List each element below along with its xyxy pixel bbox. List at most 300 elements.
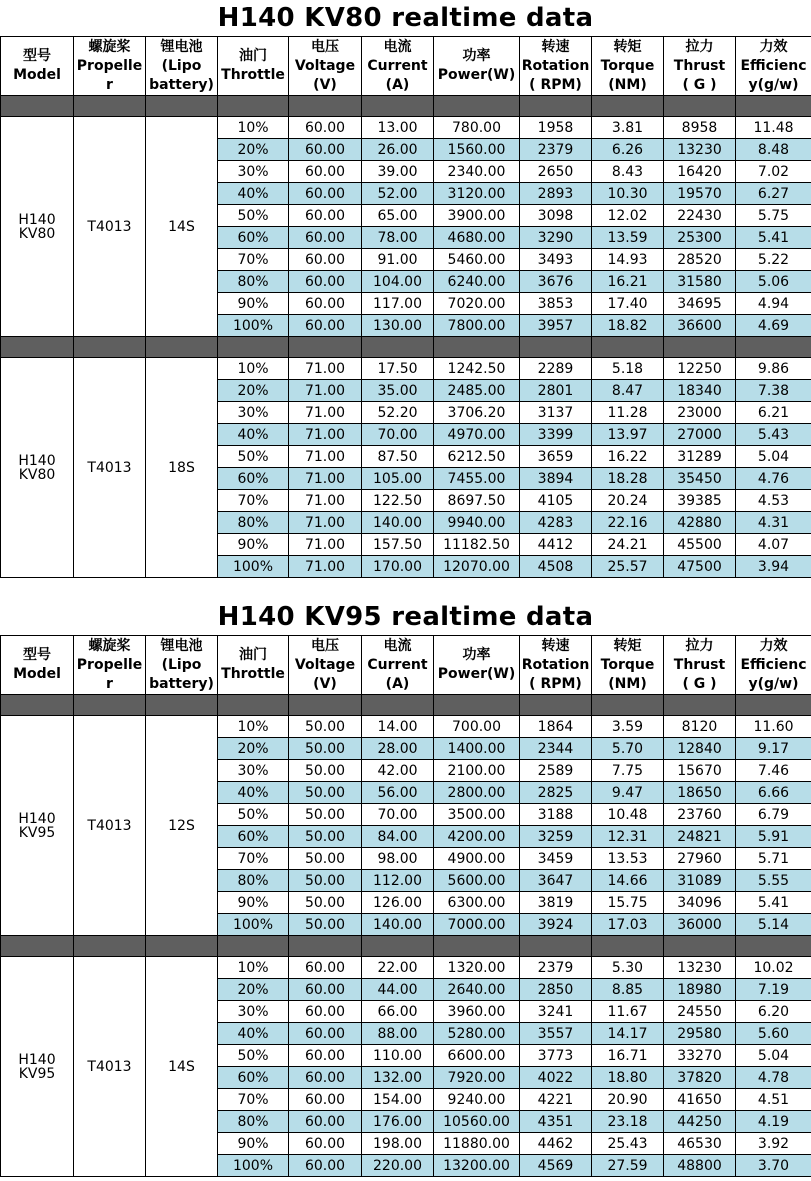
separator-cell bbox=[146, 96, 218, 117]
throttle-cell: 70% bbox=[218, 249, 289, 271]
header-power bbox=[434, 37, 520, 96]
thrust-cell: 44250 bbox=[664, 1111, 736, 1133]
torque-cell: 5.18 bbox=[592, 358, 664, 380]
torque-cell: 14.66 bbox=[592, 870, 664, 892]
header-line: 转速 bbox=[541, 38, 570, 55]
model-cell bbox=[1, 358, 74, 578]
throttle-cell: 30% bbox=[218, 161, 289, 183]
rotation-cell: 3399 bbox=[520, 424, 592, 446]
thrust-cell: 18980 bbox=[664, 979, 736, 1001]
throttle-cell: 100% bbox=[218, 914, 289, 936]
thrust-cell: 42880 bbox=[664, 512, 736, 534]
header-line: r bbox=[106, 675, 113, 692]
rotation-cell: 4221 bbox=[520, 1089, 592, 1111]
header-model bbox=[1, 37, 74, 96]
current-cell: 66.00 bbox=[362, 1001, 434, 1023]
header-line: Rotation bbox=[521, 656, 590, 673]
current-cell: 176.00 bbox=[362, 1111, 434, 1133]
separator-cell bbox=[218, 337, 289, 358]
separator-cell bbox=[289, 96, 362, 117]
throttle-cell: 40% bbox=[218, 424, 289, 446]
efficiency-cell: 5.41 bbox=[736, 227, 811, 249]
voltage-cell: 60.00 bbox=[289, 117, 362, 139]
power-cell: 2340.00 bbox=[434, 161, 520, 183]
model-cell bbox=[1, 716, 74, 936]
rotation-cell: 4462 bbox=[520, 1133, 592, 1155]
power-cell: 4680.00 bbox=[434, 227, 520, 249]
thrust-cell: 15670 bbox=[664, 760, 736, 782]
voltage-cell: 50.00 bbox=[289, 826, 362, 848]
current-cell: 70.00 bbox=[362, 804, 434, 826]
header-line: 力效 bbox=[759, 637, 788, 654]
current-cell: 157.50 bbox=[362, 534, 434, 556]
header-line: 型号 bbox=[23, 48, 51, 64]
current-cell: 91.00 bbox=[362, 249, 434, 271]
thrust-cell: 12840 bbox=[664, 738, 736, 760]
thrust-cell: 33270 bbox=[664, 1045, 736, 1067]
current-cell: 65.00 bbox=[362, 205, 434, 227]
efficiency-cell: 5.55 bbox=[736, 870, 811, 892]
separator-cell bbox=[592, 936, 664, 957]
current-cell: 78.00 bbox=[362, 227, 434, 249]
header-battery bbox=[146, 636, 218, 695]
separator-cell bbox=[218, 96, 289, 117]
header-line: battery) bbox=[149, 675, 214, 692]
separator-cell bbox=[218, 695, 289, 716]
torque-cell: 25.43 bbox=[592, 1133, 664, 1155]
voltage-cell: 71.00 bbox=[289, 446, 362, 468]
torque-cell: 5.30 bbox=[592, 957, 664, 979]
header-thrust bbox=[664, 636, 736, 695]
separator-cell bbox=[592, 695, 664, 716]
separator-row bbox=[1, 96, 811, 117]
efficiency-cell: 7.19 bbox=[736, 979, 811, 1001]
current-cell: 26.00 bbox=[362, 139, 434, 161]
voltage-cell: 71.00 bbox=[289, 358, 362, 380]
throttle-cell: 100% bbox=[218, 1155, 289, 1177]
efficiency-cell: 6.20 bbox=[736, 1001, 811, 1023]
header-line: 螺旋桨 bbox=[88, 637, 131, 654]
efficiency-cell: 5.06 bbox=[736, 271, 811, 293]
torque-cell: 13.53 bbox=[592, 848, 664, 870]
header-line: ( RPM) bbox=[529, 76, 582, 93]
separator-cell bbox=[74, 695, 146, 716]
power-cell: 6212.50 bbox=[434, 446, 520, 468]
efficiency-cell: 9.17 bbox=[736, 738, 811, 760]
header-line: 电流 bbox=[383, 637, 412, 654]
separator-cell bbox=[362, 936, 434, 957]
current-cell: 170.00 bbox=[362, 556, 434, 578]
efficiency-cell: 7.46 bbox=[736, 760, 811, 782]
model-line: KV80 bbox=[18, 466, 56, 483]
power-cell: 7920.00 bbox=[434, 1067, 520, 1089]
separator-cell bbox=[289, 936, 362, 957]
current-cell: 14.00 bbox=[362, 716, 434, 738]
thrust-cell: 24821 bbox=[664, 826, 736, 848]
thrust-cell: 18340 bbox=[664, 380, 736, 402]
voltage-cell: 71.00 bbox=[289, 468, 362, 490]
separator-cell bbox=[74, 337, 146, 358]
header-rotation bbox=[520, 37, 592, 96]
power-cell: 6600.00 bbox=[434, 1045, 520, 1067]
separator-cell bbox=[520, 695, 592, 716]
header-line: r bbox=[106, 76, 113, 93]
header-line: 电压 bbox=[311, 637, 339, 654]
voltage-cell: 50.00 bbox=[289, 738, 362, 760]
separator-cell bbox=[289, 337, 362, 358]
header-line: Throttle bbox=[221, 666, 285, 682]
power-cell: 3120.00 bbox=[434, 183, 520, 205]
model-line: H140 bbox=[18, 810, 56, 827]
rotation-cell: 3188 bbox=[520, 804, 592, 826]
torque-cell: 20.24 bbox=[592, 490, 664, 512]
throttle-cell: 100% bbox=[218, 315, 289, 337]
separator-cell bbox=[1, 96, 74, 117]
efficiency-cell: 4.31 bbox=[736, 512, 811, 534]
efficiency-cell: 3.92 bbox=[736, 1133, 811, 1155]
efficiency-cell: 5.22 bbox=[736, 249, 811, 271]
torque-cell: 16.21 bbox=[592, 271, 664, 293]
header-line: Throttle bbox=[221, 67, 285, 83]
throttle-cell: 30% bbox=[218, 402, 289, 424]
separator-cell bbox=[434, 695, 520, 716]
throttle-cell: 30% bbox=[218, 760, 289, 782]
throttle-cell: 50% bbox=[218, 804, 289, 826]
thrust-cell: 45500 bbox=[664, 534, 736, 556]
header-line: Efficienc bbox=[740, 656, 807, 673]
throttle-cell: 40% bbox=[218, 782, 289, 804]
voltage-cell: 60.00 bbox=[289, 205, 362, 227]
efficiency-cell: 7.38 bbox=[736, 380, 811, 402]
voltage-cell: 60.00 bbox=[289, 1023, 362, 1045]
current-cell: 105.00 bbox=[362, 468, 434, 490]
power-cell: 6240.00 bbox=[434, 271, 520, 293]
header-efficiency bbox=[736, 37, 811, 96]
data-table bbox=[0, 36, 811, 578]
torque-cell: 3.59 bbox=[592, 716, 664, 738]
current-cell: 35.00 bbox=[362, 380, 434, 402]
efficiency-cell: 5.04 bbox=[736, 446, 811, 468]
header-line: 电压 bbox=[311, 38, 339, 55]
throttle-cell: 10% bbox=[218, 716, 289, 738]
voltage-cell: 50.00 bbox=[289, 804, 362, 826]
separator-cell bbox=[664, 96, 736, 117]
rotation-cell: 3290 bbox=[520, 227, 592, 249]
separator-cell bbox=[1, 936, 74, 957]
voltage-cell: 60.00 bbox=[289, 1089, 362, 1111]
efficiency-cell: 11.60 bbox=[736, 716, 811, 738]
voltage-cell: 60.00 bbox=[289, 293, 362, 315]
efficiency-cell: 10.02 bbox=[736, 957, 811, 979]
thrust-cell: 39385 bbox=[664, 490, 736, 512]
voltage-cell: 60.00 bbox=[289, 979, 362, 1001]
torque-cell: 18.80 bbox=[592, 1067, 664, 1089]
header-line: Torque bbox=[600, 57, 655, 74]
model-cell bbox=[1, 957, 74, 1177]
header-line: 功率 bbox=[462, 48, 491, 64]
header-propeller bbox=[74, 37, 146, 96]
power-cell: 2640.00 bbox=[434, 979, 520, 1001]
efficiency-cell: 6.79 bbox=[736, 804, 811, 826]
header-line: Power(W) bbox=[437, 67, 516, 83]
voltage-cell: 60.00 bbox=[289, 1111, 362, 1133]
throttle-cell: 80% bbox=[218, 271, 289, 293]
current-cell: 140.00 bbox=[362, 914, 434, 936]
model-cell bbox=[1, 117, 74, 337]
throttle-cell: 70% bbox=[218, 848, 289, 870]
rotation-cell: 3773 bbox=[520, 1045, 592, 1067]
header-voltage bbox=[289, 37, 362, 96]
header-line: Rotation bbox=[521, 57, 590, 74]
voltage-cell: 60.00 bbox=[289, 227, 362, 249]
header-propeller bbox=[74, 636, 146, 695]
voltage-cell: 60.00 bbox=[289, 1067, 362, 1089]
separator-cell bbox=[736, 695, 811, 716]
header-rotation bbox=[520, 636, 592, 695]
torque-cell: 3.81 bbox=[592, 117, 664, 139]
header-line: Voltage bbox=[294, 57, 356, 74]
power-cell: 1242.50 bbox=[434, 358, 520, 380]
throttle-cell: 30% bbox=[218, 1001, 289, 1023]
power-cell: 2800.00 bbox=[434, 782, 520, 804]
header-line: Power(W) bbox=[437, 666, 516, 682]
current-cell: 140.00 bbox=[362, 512, 434, 534]
separator-cell bbox=[362, 96, 434, 117]
thrust-cell: 24550 bbox=[664, 1001, 736, 1023]
header-model bbox=[1, 636, 74, 695]
propeller-cell: T4013 bbox=[74, 716, 146, 936]
header-line: Model bbox=[13, 666, 61, 682]
efficiency-cell: 5.60 bbox=[736, 1023, 811, 1045]
header-line: 电流 bbox=[383, 38, 412, 55]
current-cell: 198.00 bbox=[362, 1133, 434, 1155]
header-line: Thrust bbox=[673, 656, 726, 673]
voltage-cell: 60.00 bbox=[289, 1001, 362, 1023]
rotation-cell: 3676 bbox=[520, 271, 592, 293]
torque-cell: 17.03 bbox=[592, 914, 664, 936]
efficiency-cell: 6.66 bbox=[736, 782, 811, 804]
torque-cell: 13.97 bbox=[592, 424, 664, 446]
header-line: y(g/w) bbox=[748, 675, 799, 692]
header-line: Efficienc bbox=[740, 57, 807, 74]
header-battery bbox=[146, 37, 218, 96]
rotation-cell: 3659 bbox=[520, 446, 592, 468]
voltage-cell: 71.00 bbox=[289, 402, 362, 424]
separator-cell bbox=[289, 695, 362, 716]
separator-cell bbox=[736, 96, 811, 117]
voltage-cell: 71.00 bbox=[289, 380, 362, 402]
header-line: 油门 bbox=[239, 48, 267, 64]
rotation-cell: 3853 bbox=[520, 293, 592, 315]
model-line: H140 bbox=[18, 211, 56, 228]
separator-cell bbox=[520, 936, 592, 957]
current-cell: 132.00 bbox=[362, 1067, 434, 1089]
voltage-cell: 60.00 bbox=[289, 1133, 362, 1155]
data-table bbox=[0, 635, 811, 1177]
throttle-cell: 80% bbox=[218, 1111, 289, 1133]
efficiency-cell: 4.76 bbox=[736, 468, 811, 490]
throttle-cell: 20% bbox=[218, 738, 289, 760]
separator-cell bbox=[664, 337, 736, 358]
current-cell: 110.00 bbox=[362, 1045, 434, 1067]
header-line: 转矩 bbox=[613, 637, 642, 654]
thrust-cell: 37820 bbox=[664, 1067, 736, 1089]
thrust-cell: 13230 bbox=[664, 957, 736, 979]
separator-cell bbox=[592, 337, 664, 358]
torque-cell: 8.85 bbox=[592, 979, 664, 1001]
rotation-cell: 3259 bbox=[520, 826, 592, 848]
rotation-cell: 1958 bbox=[520, 117, 592, 139]
separator-row bbox=[1, 695, 811, 716]
rotation-cell: 3647 bbox=[520, 870, 592, 892]
throttle-cell: 50% bbox=[218, 446, 289, 468]
thrust-cell: 28520 bbox=[664, 249, 736, 271]
separator-cell bbox=[664, 695, 736, 716]
thrust-cell: 13230 bbox=[664, 139, 736, 161]
header-line: ( RPM) bbox=[529, 675, 582, 692]
efficiency-cell: 7.02 bbox=[736, 161, 811, 183]
voltage-cell: 50.00 bbox=[289, 782, 362, 804]
power-cell: 9940.00 bbox=[434, 512, 520, 534]
throttle-cell: 90% bbox=[218, 1133, 289, 1155]
separator-cell bbox=[434, 936, 520, 957]
torque-cell: 7.75 bbox=[592, 760, 664, 782]
rotation-cell: 2801 bbox=[520, 380, 592, 402]
voltage-cell: 60.00 bbox=[289, 1045, 362, 1067]
current-cell: 104.00 bbox=[362, 271, 434, 293]
header-line: Propelle bbox=[76, 656, 143, 673]
throttle-cell: 20% bbox=[218, 139, 289, 161]
voltage-cell: 50.00 bbox=[289, 848, 362, 870]
separator-cell bbox=[434, 337, 520, 358]
current-cell: 130.00 bbox=[362, 315, 434, 337]
rotation-cell: 4508 bbox=[520, 556, 592, 578]
current-cell: 56.00 bbox=[362, 782, 434, 804]
separator-cell bbox=[74, 936, 146, 957]
power-cell: 1400.00 bbox=[434, 738, 520, 760]
header-line: (V) bbox=[313, 76, 337, 93]
voltage-cell: 71.00 bbox=[289, 424, 362, 446]
current-cell: 98.00 bbox=[362, 848, 434, 870]
rotation-cell: 2289 bbox=[520, 358, 592, 380]
torque-cell: 11.67 bbox=[592, 1001, 664, 1023]
efficiency-cell: 8.48 bbox=[736, 139, 811, 161]
header-line: Voltage bbox=[294, 656, 356, 673]
thrust-cell: 31289 bbox=[664, 446, 736, 468]
voltage-cell: 71.00 bbox=[289, 534, 362, 556]
power-cell: 4200.00 bbox=[434, 826, 520, 848]
header-line: ( G ) bbox=[682, 76, 717, 93]
header-throttle bbox=[218, 636, 289, 695]
power-cell: 5600.00 bbox=[434, 870, 520, 892]
header-line: (A) bbox=[385, 675, 410, 692]
header-line: (NM) bbox=[608, 76, 647, 93]
rotation-cell: 3894 bbox=[520, 468, 592, 490]
power-cell: 7020.00 bbox=[434, 293, 520, 315]
separator-cell bbox=[146, 337, 218, 358]
throttle-cell: 70% bbox=[218, 490, 289, 512]
power-cell: 13200.00 bbox=[434, 1155, 520, 1177]
current-cell: 52.00 bbox=[362, 183, 434, 205]
torque-cell: 18.82 bbox=[592, 315, 664, 337]
torque-cell: 13.59 bbox=[592, 227, 664, 249]
power-cell: 2485.00 bbox=[434, 380, 520, 402]
rotation-cell: 3098 bbox=[520, 205, 592, 227]
voltage-cell: 50.00 bbox=[289, 914, 362, 936]
separator-cell bbox=[1, 337, 74, 358]
section-title: H140 KV95 realtime data bbox=[217, 602, 594, 632]
current-cell: 22.00 bbox=[362, 957, 434, 979]
current-cell: 112.00 bbox=[362, 870, 434, 892]
battery-cell: 12S bbox=[146, 716, 218, 936]
torque-cell: 17.40 bbox=[592, 293, 664, 315]
battery-cell: 14S bbox=[146, 957, 218, 1177]
thrust-cell: 19570 bbox=[664, 183, 736, 205]
separator-cell bbox=[520, 96, 592, 117]
table-row bbox=[1, 117, 811, 139]
header-throttle bbox=[218, 37, 289, 96]
thrust-cell: 22430 bbox=[664, 205, 736, 227]
current-cell: 42.00 bbox=[362, 760, 434, 782]
header-line: 拉力 bbox=[685, 38, 714, 55]
header-row bbox=[1, 37, 811, 96]
header-line: (Lipo bbox=[161, 656, 202, 673]
header-line: 力效 bbox=[759, 38, 788, 55]
torque-cell: 9.47 bbox=[592, 782, 664, 804]
voltage-cell: 50.00 bbox=[289, 892, 362, 914]
voltage-cell: 50.00 bbox=[289, 870, 362, 892]
header-line: 螺旋桨 bbox=[88, 38, 131, 55]
header-line: Current bbox=[367, 656, 428, 673]
thrust-cell: 34096 bbox=[664, 892, 736, 914]
current-cell: 17.50 bbox=[362, 358, 434, 380]
thrust-cell: 8120 bbox=[664, 716, 736, 738]
separator-cell bbox=[736, 337, 811, 358]
header-line: 型号 bbox=[23, 647, 51, 663]
efficiency-cell: 4.78 bbox=[736, 1067, 811, 1089]
throttle-cell: 60% bbox=[218, 1067, 289, 1089]
separator-cell bbox=[74, 96, 146, 117]
separator-cell bbox=[146, 695, 218, 716]
header-line: 转速 bbox=[541, 637, 570, 654]
separator-cell bbox=[736, 936, 811, 957]
separator-row bbox=[1, 936, 811, 957]
power-cell: 7000.00 bbox=[434, 914, 520, 936]
current-cell: 84.00 bbox=[362, 826, 434, 848]
propeller-cell: T4013 bbox=[74, 358, 146, 578]
header-thrust bbox=[664, 37, 736, 96]
throttle-cell: 90% bbox=[218, 293, 289, 315]
rotation-cell: 4283 bbox=[520, 512, 592, 534]
rotation-cell: 1864 bbox=[520, 716, 592, 738]
separator-cell bbox=[592, 96, 664, 117]
propeller-cell: T4013 bbox=[74, 957, 146, 1177]
power-cell: 7800.00 bbox=[434, 315, 520, 337]
throttle-cell: 50% bbox=[218, 205, 289, 227]
throttle-cell: 70% bbox=[218, 1089, 289, 1111]
header-line: (NM) bbox=[608, 675, 647, 692]
header-line: Thrust bbox=[673, 57, 726, 74]
thrust-cell: 48800 bbox=[664, 1155, 736, 1177]
power-cell: 4970.00 bbox=[434, 424, 520, 446]
rotation-cell: 4351 bbox=[520, 1111, 592, 1133]
voltage-cell: 60.00 bbox=[289, 271, 362, 293]
torque-cell: 5.70 bbox=[592, 738, 664, 760]
thrust-cell: 34695 bbox=[664, 293, 736, 315]
rotation-cell: 3924 bbox=[520, 914, 592, 936]
separator-cell bbox=[362, 695, 434, 716]
separator-cell bbox=[362, 337, 434, 358]
